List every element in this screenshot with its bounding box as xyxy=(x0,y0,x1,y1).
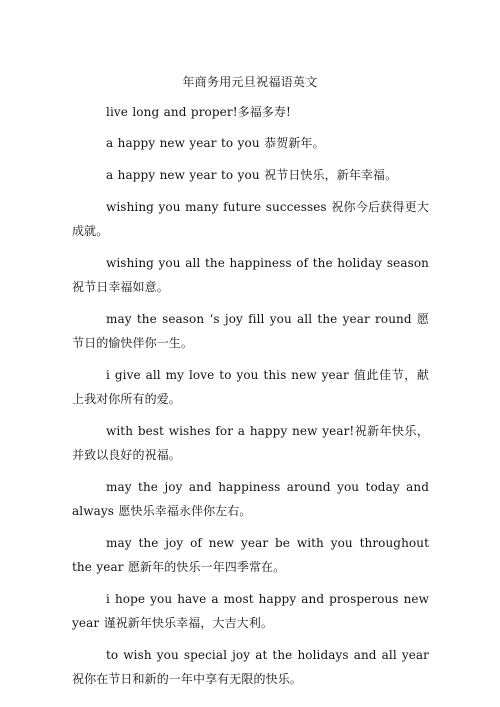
paragraph-5: wishing you all the happiness of the holiday season 祝节日幸福如意。 xyxy=(72,256,429,294)
paragraph-7: i give all my love to you this new year 值此佳节，献上我对你所有的爱。 xyxy=(72,368,429,406)
document-title: 年商务用元旦祝福语英文 xyxy=(182,75,318,89)
paragraph-4: wishing you many future successes 祝你今后获得更大成就。 xyxy=(72,200,429,238)
document-body xyxy=(72,100,429,699)
paragraph-2: a happy new year to you 恭贺新年。 xyxy=(106,136,325,150)
paragraph-3: a happy new year to you 祝节日快乐，新年幸福。 xyxy=(106,168,398,182)
paragraph-12: to wish you special joy at the holidays and all year 祝你在节日和新的一年中享有无限的快乐。 xyxy=(72,648,429,686)
paragraph-11: i hope you have a most happy and prosperous new year 谨祝新年快乐幸福，大吉大利。 xyxy=(72,592,429,630)
paragraph-6: may the season ‘s joy fill you all the year round 愿节日的愉快伴你一生。 xyxy=(72,312,429,350)
paragraph-9: may the joy and happiness around you today and always 愿快乐幸福永伴你左右。 xyxy=(72,480,429,518)
paragraph-8: with best wishes for a happy new year!祝新年快乐，并致以良好的祝福。 xyxy=(72,424,429,462)
paragraph-10: may the joy of new year be with you throughout the year 愿新年的快乐一年四季常在。 xyxy=(72,536,429,574)
paragraph-1: live long and proper!多福多寿! xyxy=(106,105,291,119)
